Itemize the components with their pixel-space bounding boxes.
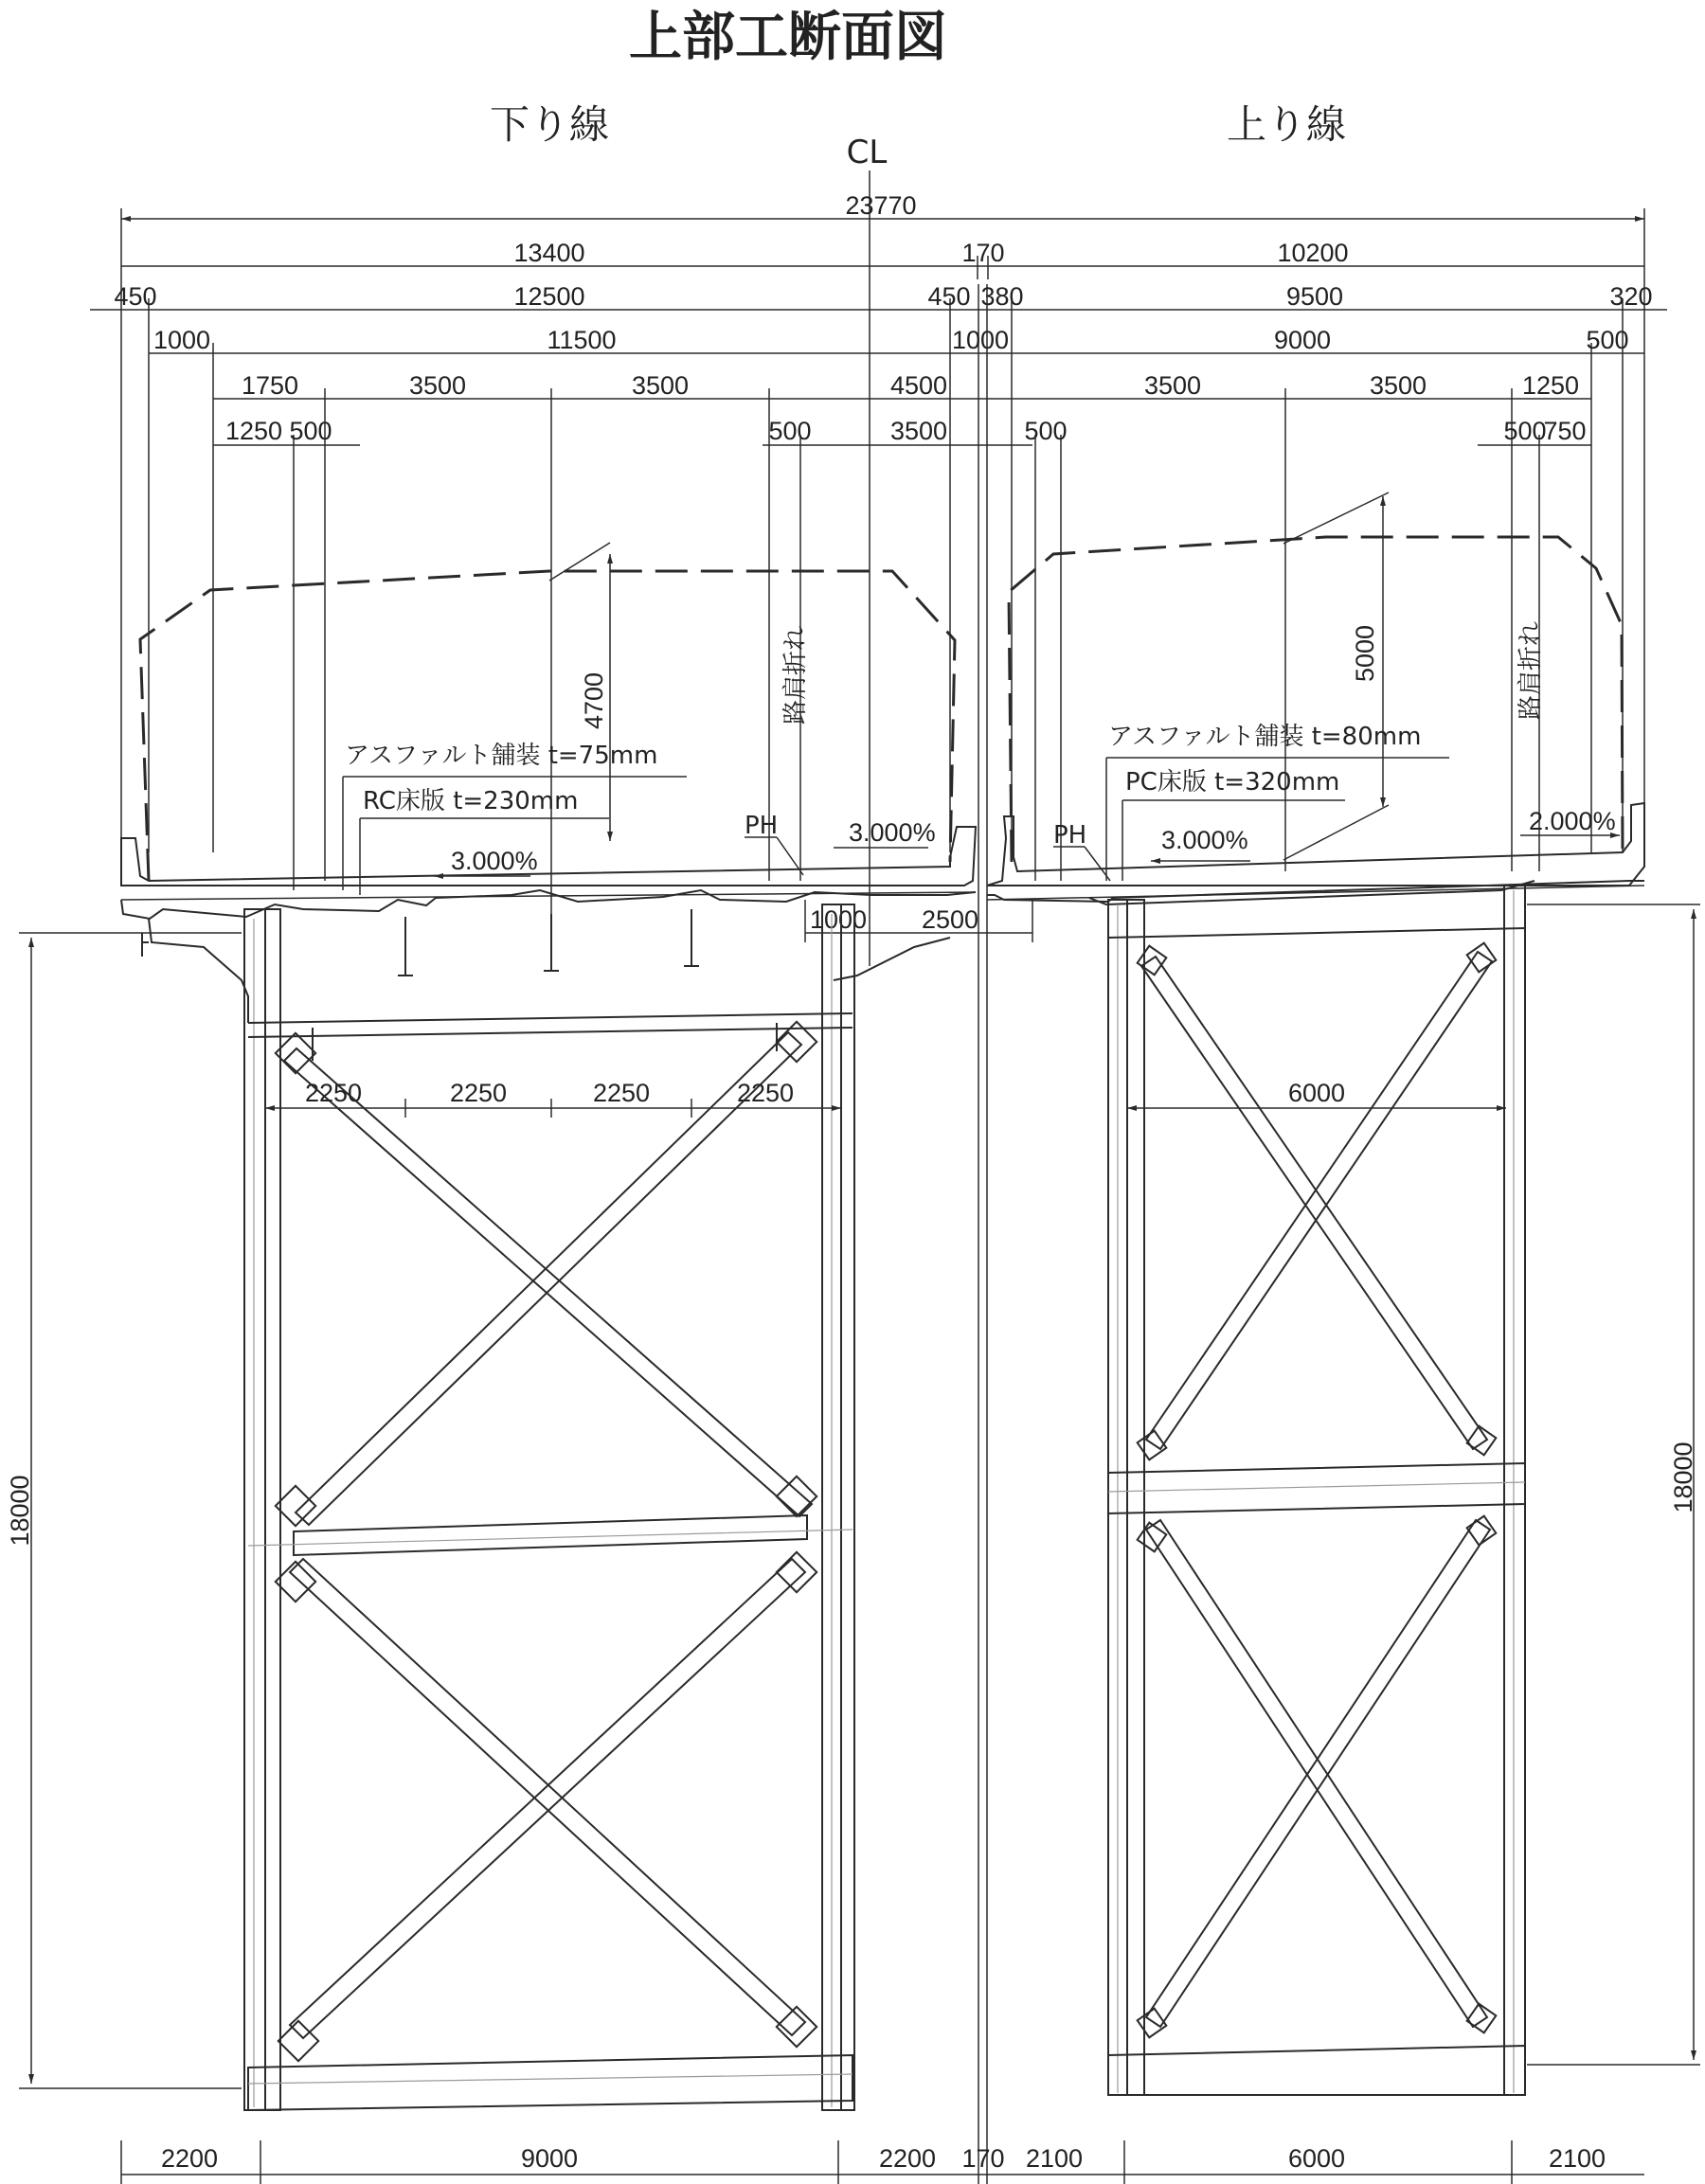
height-left-dim: 18000 (6, 1475, 34, 1547)
girder-right-dim: 6000 (1287, 1079, 1346, 1107)
up-line-label: 上り線 (1226, 101, 1347, 148)
dim-r5-b: 500 (289, 417, 332, 445)
left-pavement-label: アスファルト舗装 t=75mm (345, 742, 658, 770)
dim-r1-left: 13400 (513, 239, 585, 267)
clearance-envelope-left (140, 571, 955, 881)
left-slab-label: RC床版 t=230mm (363, 787, 579, 815)
dim-r4-g: 1250 (1521, 371, 1580, 400)
right-pavement-label: アスファルト舗装 t=80mm (1108, 723, 1422, 751)
dim-r5-f: 500 (1503, 417, 1547, 445)
bottom-dim-a: 2200 (160, 2144, 219, 2173)
clearance-height-left: 4700 (580, 671, 608, 730)
right-slab-label: PC床版 t=320mm (1125, 768, 1340, 797)
dim-r2-b: 12500 (513, 282, 585, 311)
dim-r2-c: 450 (927, 282, 971, 311)
dim-total: 23770 (845, 191, 917, 220)
slope-right-shoulder: 2.000% (1529, 807, 1616, 835)
dim-r4-b: 3500 (408, 371, 467, 400)
bottom-dim-c: 2200 (878, 2144, 937, 2173)
dim-r5-c: 500 (768, 417, 812, 445)
girder-dim-c: 2250 (592, 1079, 651, 1107)
girder-dim-b: 2250 (449, 1079, 508, 1107)
dim-r3-e: 500 (1586, 326, 1629, 354)
centerline-label: CL (846, 134, 888, 171)
deck-dim-b: 2500 (921, 905, 979, 934)
shoulder-break-right-label: 路肩折れ (1517, 620, 1545, 720)
dim-r4-e: 3500 (1143, 371, 1202, 400)
girder-dim-d: 2250 (736, 1079, 795, 1107)
pier-frame-right (1108, 886, 1525, 2095)
dim-r4-f: 3500 (1369, 371, 1427, 400)
bottom-dim-b: 9000 (520, 2144, 579, 2173)
dim-r2-e: 9500 (1285, 282, 1344, 311)
bottom-dim-d: 170 (961, 2144, 1005, 2173)
bottom-dim-e: 2100 (1025, 2144, 1084, 2173)
slope-right-main: 3.000% (1161, 826, 1248, 854)
dim-r1-mid: 170 (961, 239, 1005, 267)
dim-r5-g: 750 (1543, 417, 1587, 445)
dim-r5-d: 3500 (889, 417, 948, 445)
girder-stubs-left (398, 909, 699, 976)
slope-left-shoulder: 3.000% (849, 818, 936, 847)
dimension-lines-top (90, 208, 1667, 966)
dim-r4-d: 4500 (889, 371, 948, 400)
drawing-title: 上部工断面図 (629, 7, 947, 68)
dim-r2-f: 320 (1609, 282, 1653, 311)
dim-r4-c: 3500 (631, 371, 690, 400)
dim-r5-a: 1250 (224, 417, 283, 445)
shoulder-break-left-label: 路肩折れ (781, 625, 810, 725)
height-right-dim: 18000 (1669, 1441, 1697, 1513)
dim-r2-d: 380 (980, 282, 1024, 311)
girder-dim-a: 2250 (304, 1079, 363, 1107)
dim-r3-a: 1000 (153, 326, 211, 354)
bottom-dim-f: 6000 (1287, 2144, 1346, 2173)
ph-right-label: PH (1053, 821, 1087, 850)
clearance-height-right: 5000 (1351, 624, 1379, 683)
dim-r3-d: 9000 (1273, 326, 1332, 354)
dim-r4-a: 1750 (241, 371, 299, 400)
deck-dim-a: 1000 (809, 905, 868, 934)
dim-r5-e: 500 (1024, 417, 1068, 445)
dim-r3-b: 11500 (547, 326, 617, 354)
ph-left-label: PH (745, 812, 779, 840)
dim-r3-c: 1000 (951, 326, 1010, 354)
dim-r2-a: 450 (114, 282, 157, 311)
bottom-dim-g: 2100 (1548, 2144, 1606, 2173)
slope-left-main: 3.000% (451, 847, 538, 875)
dim-r1-right: 10200 (1277, 239, 1349, 267)
down-line-label: 下り線 (489, 101, 610, 148)
